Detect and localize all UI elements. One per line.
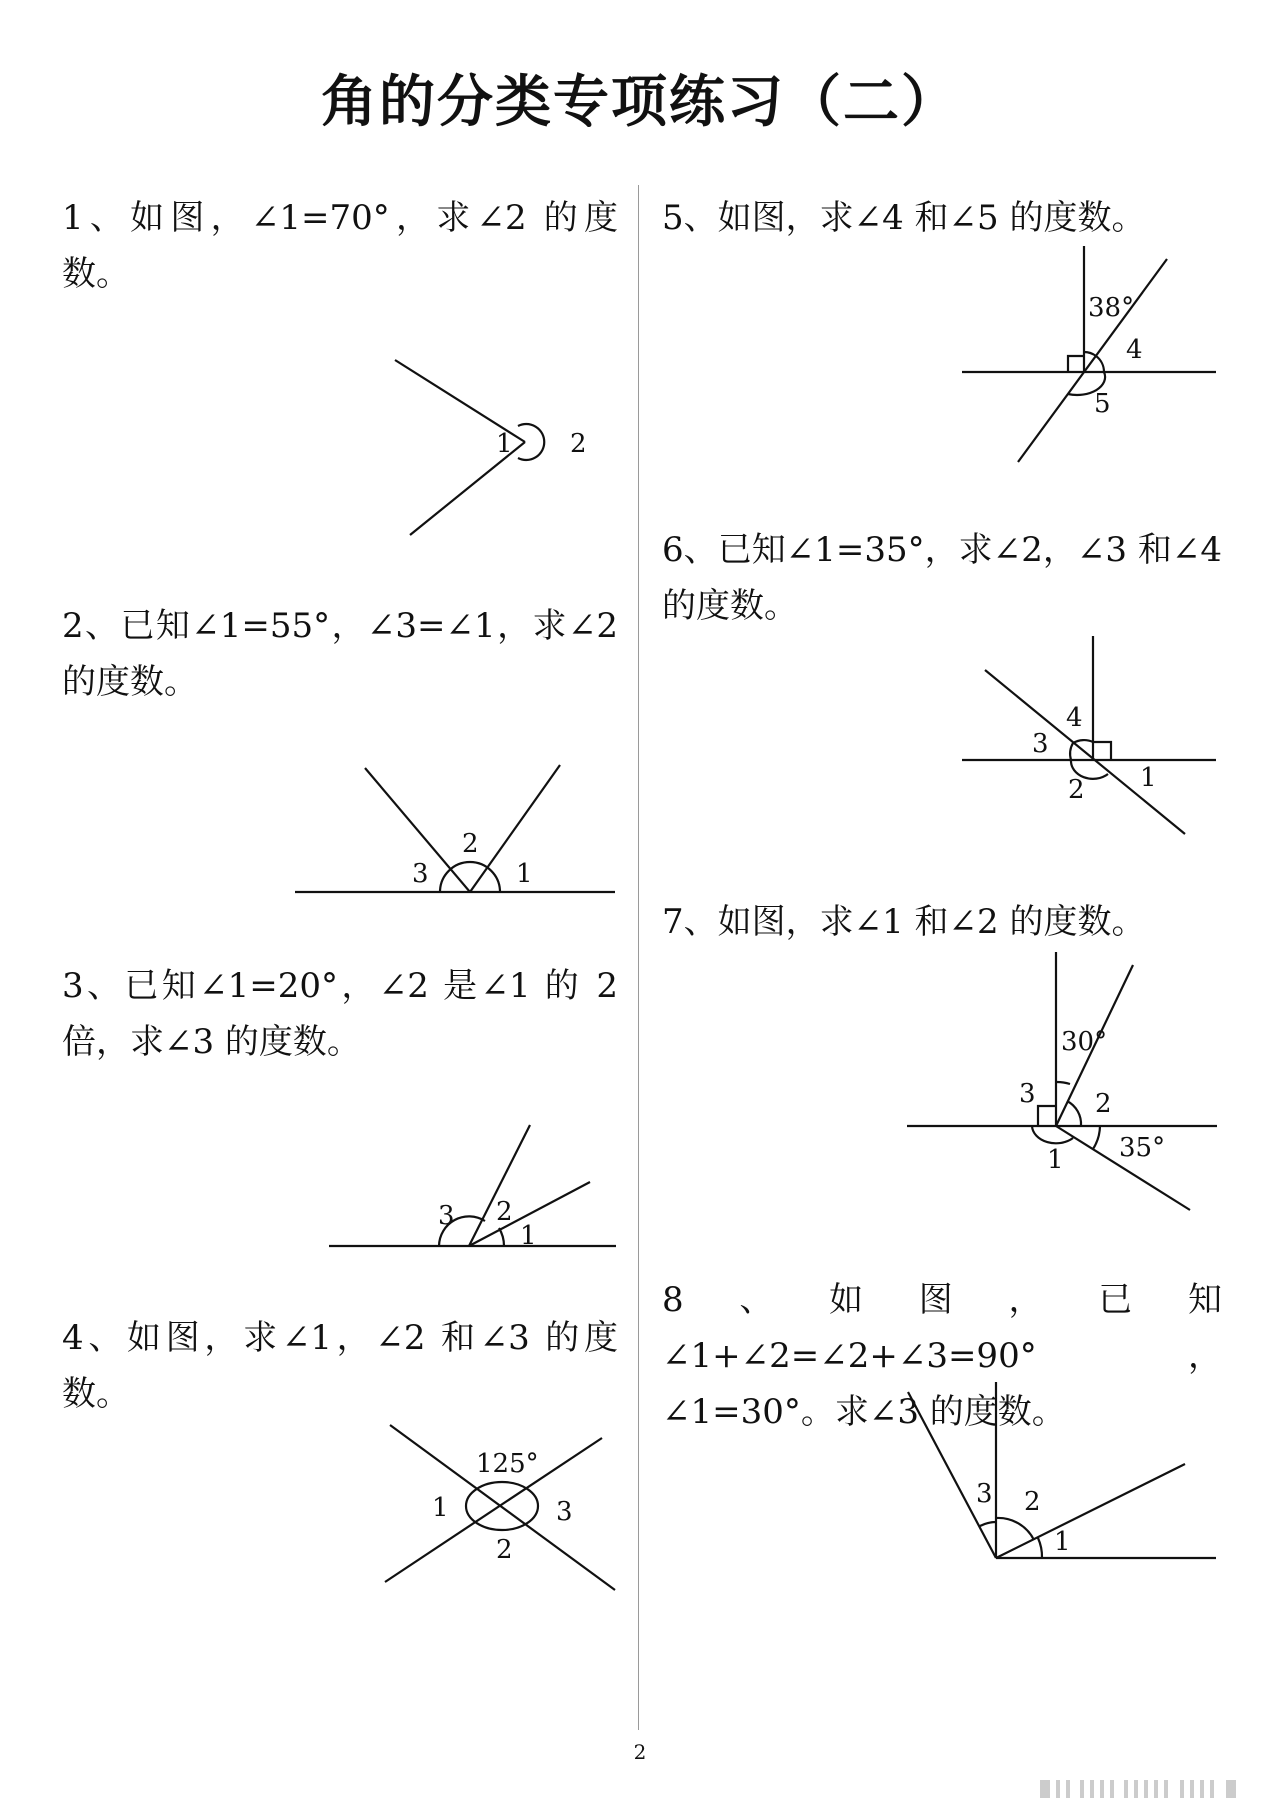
angle-arc-2	[1067, 1101, 1081, 1126]
angle-label-1: 1	[1047, 1145, 1064, 1175]
ray-right	[470, 765, 560, 892]
right-angle-mark	[1038, 1106, 1056, 1126]
figure-7	[905, 950, 1220, 1215]
angle-arc-2	[518, 424, 544, 460]
angle-arc-30	[1056, 1082, 1070, 1084]
figure-1	[380, 350, 600, 550]
angle-label-3: 3	[412, 859, 429, 889]
page-title: 角的分类专项练习（二）	[321, 70, 959, 135]
angle-label-given2: 35°	[1119, 1133, 1166, 1163]
angle-label-1: 1	[432, 1493, 449, 1523]
angle-arc-1	[1038, 1538, 1042, 1558]
angle-label-1: 1	[516, 859, 533, 889]
angle-label-1: 1	[1140, 763, 1157, 793]
angle-label-2: 2	[1095, 1089, 1112, 1119]
angle-label-2: 2	[570, 429, 587, 459]
angle-arc-4	[1084, 352, 1096, 356]
angle-arc-2	[996, 1518, 1034, 1540]
question-2-text: 2、已知∠1=55°，∠3=∠1，求∠2 的度数。	[62, 606, 618, 702]
column-divider	[638, 185, 639, 1730]
question-8-text: 8、如图，已知∠1+∠2=∠2+∠3=90°，∠1=30°。求∠3 的度数。	[662, 1280, 1222, 1432]
angle-arc-3	[980, 1522, 996, 1526]
slanted-line	[1018, 259, 1167, 462]
angle-label-3: 3	[438, 1201, 455, 1231]
angle-label-given: 125°	[476, 1449, 539, 1479]
angle-label-2: 2	[496, 1197, 513, 1227]
angle-arc-1	[1032, 1126, 1073, 1143]
ray-left	[908, 1392, 996, 1558]
right-angle-mark	[1093, 742, 1111, 760]
angle-arc-4	[1073, 740, 1093, 743]
angle-label-4: 4	[1126, 335, 1143, 365]
figure-8	[900, 1380, 1220, 1565]
question-4-text: 4、如图，求∠1，∠2 和∠3 的度数。	[62, 1318, 618, 1414]
angle-label-1: 1	[496, 429, 513, 459]
watermark-glyph	[1040, 1776, 1260, 1802]
question-7-text: 7、如图，求∠1 和∠2 的度数。	[662, 902, 1146, 942]
figure-4	[380, 1420, 620, 1595]
angle-arc-35	[1093, 1126, 1100, 1149]
angle-label-2: 2	[462, 829, 479, 859]
angle-label-3: 3	[1032, 729, 1049, 759]
angle-label-3: 3	[1019, 1079, 1036, 1109]
figure-5	[960, 244, 1220, 469]
page-number: 2	[633, 1740, 647, 1764]
angle-label-1: 1	[520, 1221, 537, 1251]
angle-label-1: 1	[1054, 1527, 1071, 1557]
angle-label-2: 2	[1068, 775, 1085, 805]
angle-label-given: 38°	[1088, 293, 1135, 323]
question-3-text: 3、已知∠1=20°，∠2 是∠1 的 2 倍，求∠3 的度数。	[62, 966, 618, 1062]
angle-label-3: 3	[556, 1497, 573, 1527]
angle-label-2: 2	[496, 1535, 513, 1565]
figure-6	[960, 634, 1220, 839]
question-1-text: 1、如图，∠1=70°，求∠2 的度数。	[62, 198, 618, 294]
angle-label-4: 4	[1066, 703, 1083, 733]
angle-arc-1	[499, 1228, 504, 1246]
question-6-text: 6、已知∠1=35°，求∠2，∠3 和∠4 的度数。	[662, 530, 1222, 626]
angle-label-given1: 30°	[1061, 1027, 1108, 1057]
angle-label-5: 5	[1094, 389, 1111, 419]
right-angle-mark	[1068, 356, 1084, 372]
angle-label-2: 2	[1024, 1487, 1041, 1517]
figure-3	[326, 1120, 626, 1250]
angle-arc-3	[1070, 743, 1073, 760]
angle-label-3: 3	[976, 1479, 993, 1509]
question-5-text: 5、如图，求∠4 和∠5 的度数。	[662, 198, 1146, 238]
slanted-line	[985, 670, 1185, 834]
figure-2	[290, 760, 620, 900]
